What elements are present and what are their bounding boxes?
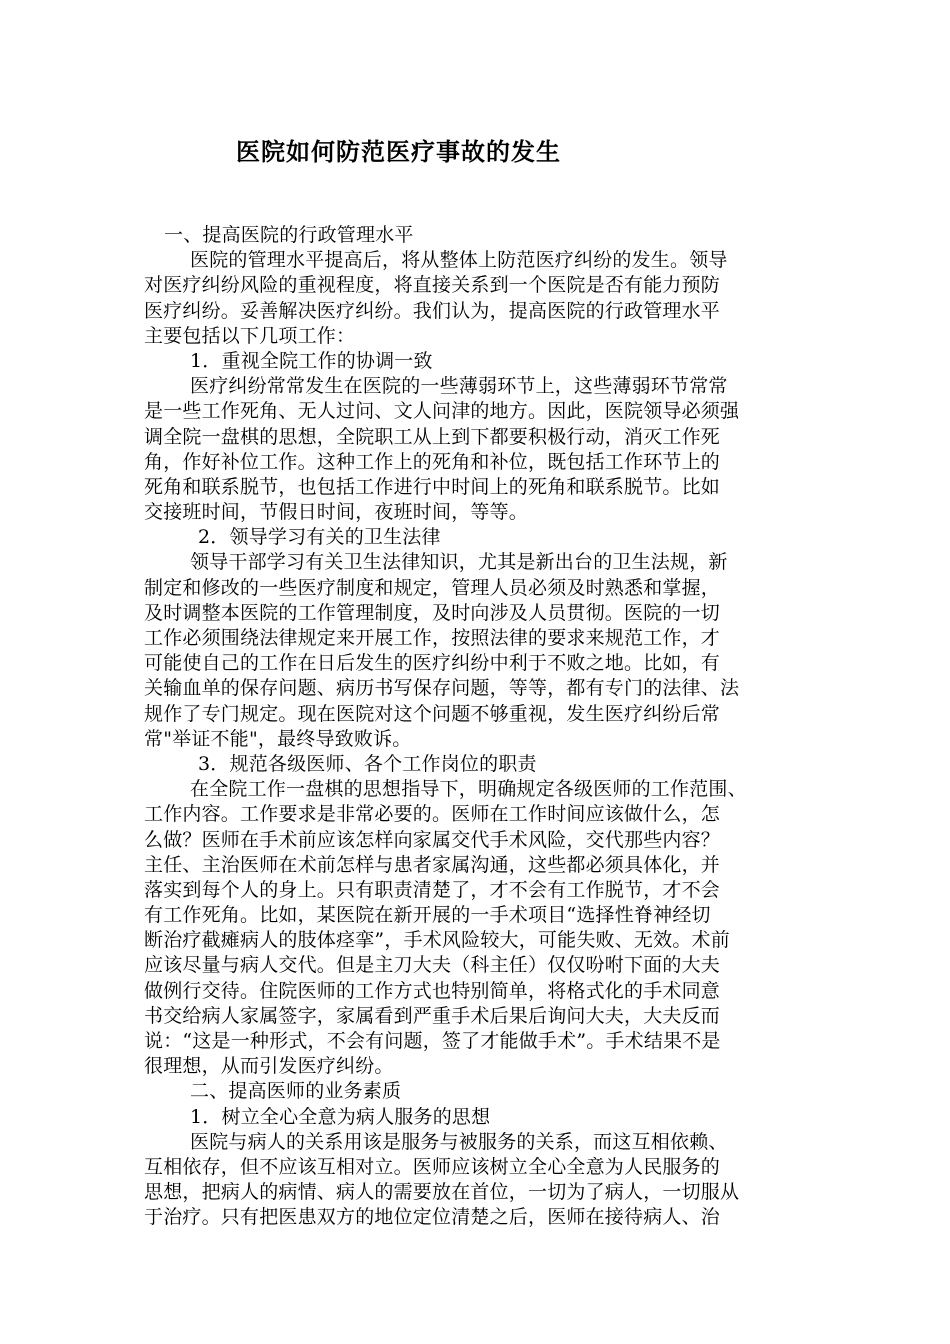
paragraph-line: 调全院一盘棋的思想，全院职工从上到下都要积极行动，消灭工作死 xyxy=(144,425,721,448)
paragraph-line: 主要包括以下几项工作： xyxy=(144,324,356,347)
paragraph-line: 应该尽量与病人交代。但是主刀大夫（科主任）仅仅吩咐下面的大夫 xyxy=(144,954,721,977)
paragraph-line: 书交给病人家属签字，家属看到严重手术后果后询问大夫，大夫反而 xyxy=(144,1004,721,1027)
paragraph-line: 么做？医师在手术前应该怎样向家属交代手术风险，交代那些内容？ xyxy=(144,828,721,851)
paragraph-line: 互相依存，但不应该互相对立。医师应该树立全心全意为人民服务的 xyxy=(144,1155,721,1178)
subsection-heading: 二、提高医师的业务素质 xyxy=(190,1080,402,1103)
paragraph-line: 医疗纠纷常常发生在医院的一些薄弱环节上，这些薄弱环节常常 xyxy=(190,375,728,398)
paragraph-line: 说：“这是一种形式，不会有问题，签了才能做手术”。手术结果不是 xyxy=(144,1030,721,1052)
paragraph-line: 对医疗纠纷风险的重视程度，将直接关系到一个医院是否有能力预防 xyxy=(144,274,721,297)
paragraph-line: 医院与病人的关系用该是服务与被服务的关系，而这互相依赖、 xyxy=(190,1130,728,1153)
subsection-heading: 1．树立全心全意为病人服务的思想 xyxy=(190,1105,491,1128)
document-body xyxy=(144,223,826,1231)
paragraph-line: 及时调整本医院的工作管理制度，及时向涉及人员贯彻。医院的一切 xyxy=(144,601,721,624)
paragraph-line: 于治疗。只有把医患双方的地位定位清楚之后，医师在接待病人、治 xyxy=(144,1206,721,1229)
paragraph-line: 工作必须围绕法律规定来开展工作，按照法律的要求来规范工作，才 xyxy=(144,627,721,649)
section-heading: 一、提高医院的行政管理水平 xyxy=(164,224,414,246)
paragraph-line: 医院的管理水平提高后，将从整体上防范医疗纠纷的发生。领导 xyxy=(190,249,728,272)
paragraph-line: 落实到每个人的身上。只有职责清楚了，才不会有工作脱节，才不会 xyxy=(144,878,721,901)
paragraph-line: 是一些工作死角、无人过问、文人问津的地方。因此，医院领导必须强 xyxy=(144,400,740,423)
paragraph-line: 断治疗截瘫病人的肢体痉挛”，手术风险较大，可能失败、无效。术前 xyxy=(144,929,730,952)
paragraph-line: 角，作好补位工作。这种工作上的死角和补位，既包括工作环节上的 xyxy=(144,450,721,473)
paragraph-line: 领导干部学习有关卫生法律知识，尤其是新出台的卫生法规，新 xyxy=(190,551,728,574)
paragraph-line: 思想，把病人的病情、病人的需要放在首位，一切为了病人，一切服从 xyxy=(144,1181,740,1204)
paragraph-line: 做例行交待。住院医师的工作方式也特别简单，将格式化的手术同意 xyxy=(144,979,721,1002)
paragraph-line: 关输血单的保存问题、病历书写保存问题，等等，都有专门的法律、法 xyxy=(144,677,740,700)
paragraph-line: 有工作死角。比如，某医院在新开展的一手术项目“选择性脊神经切 xyxy=(144,904,711,927)
paragraph-line: 常"举证不能"，最终导致败诉。 xyxy=(144,727,412,750)
paragraph-line: 死角和联系脱节，也包括工作进行中时间上的死角和联系脱节。比如 xyxy=(144,475,721,498)
paragraph-line: 在全院工作一盘棋的思想指导下，明确规定各级医师的工作范围、 xyxy=(190,778,747,801)
paragraph-line: 主任、主治医师在术前怎样与患者家属沟通，这些都必须具体化，并 xyxy=(144,853,721,876)
paragraph-line: 医疗纠纷。妥善解决医疗纠纷。我们认为，提高医院的行政管理水平 xyxy=(144,299,721,322)
subsection-heading: 3．规范各级医师、各个工作岗位的职责 xyxy=(198,752,537,775)
paragraph-line: 规作了专门规定。现在医院对这个问题不够重视，发生医疗纠纷后常 xyxy=(144,702,721,725)
paragraph-line: 可能使自己的工作在日后发生的医疗纠纷中利于不败之地。比如，有 xyxy=(144,652,721,675)
subsection-heading: 1．重视全院工作的协调一致 xyxy=(190,349,433,372)
subsection-heading: 2．领导学习有关的卫生法律 xyxy=(198,526,441,549)
document-title: 医院如何防范医疗事故的发生 xyxy=(236,137,561,166)
paragraph-line: 很理想，从而引发医疗纠纷。 xyxy=(144,1055,394,1078)
paragraph-line: 工作内容。工作要求是非常必要的。医师在工作时间应该做什么，怎 xyxy=(144,803,721,826)
paragraph-line: 交接班时间，节假日时间，夜班时间，等等。 xyxy=(144,501,529,524)
paragraph-line: 制定和修改的一些医疗制度和规定，管理人员必须及时熟悉和掌握， xyxy=(144,576,721,599)
